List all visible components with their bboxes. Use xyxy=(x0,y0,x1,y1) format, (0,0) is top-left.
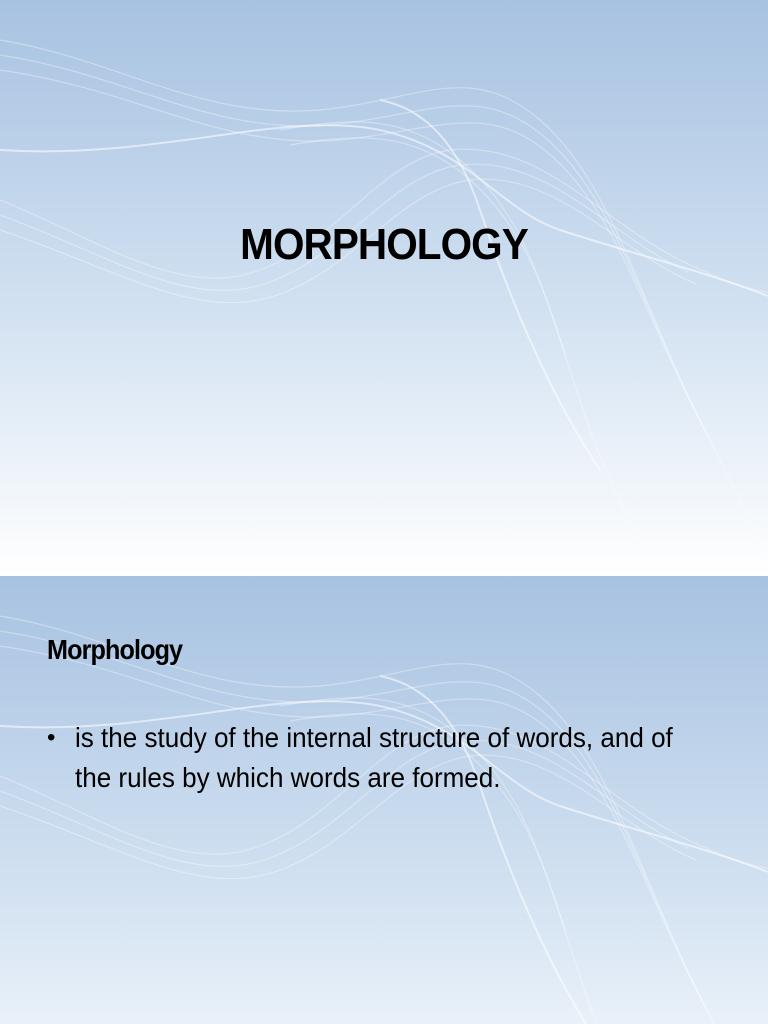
section-heading: Morphology xyxy=(47,634,183,665)
content-slide xyxy=(0,576,768,1024)
slide-title: MORPHOLOGY xyxy=(240,220,528,269)
bullet-list xyxy=(47,718,737,798)
bullet-text: is the study of the internal structure of words, and of the rules by which words are formed. xyxy=(75,722,673,793)
bullet-item xyxy=(47,718,737,798)
bullet-marker: • xyxy=(47,724,56,751)
